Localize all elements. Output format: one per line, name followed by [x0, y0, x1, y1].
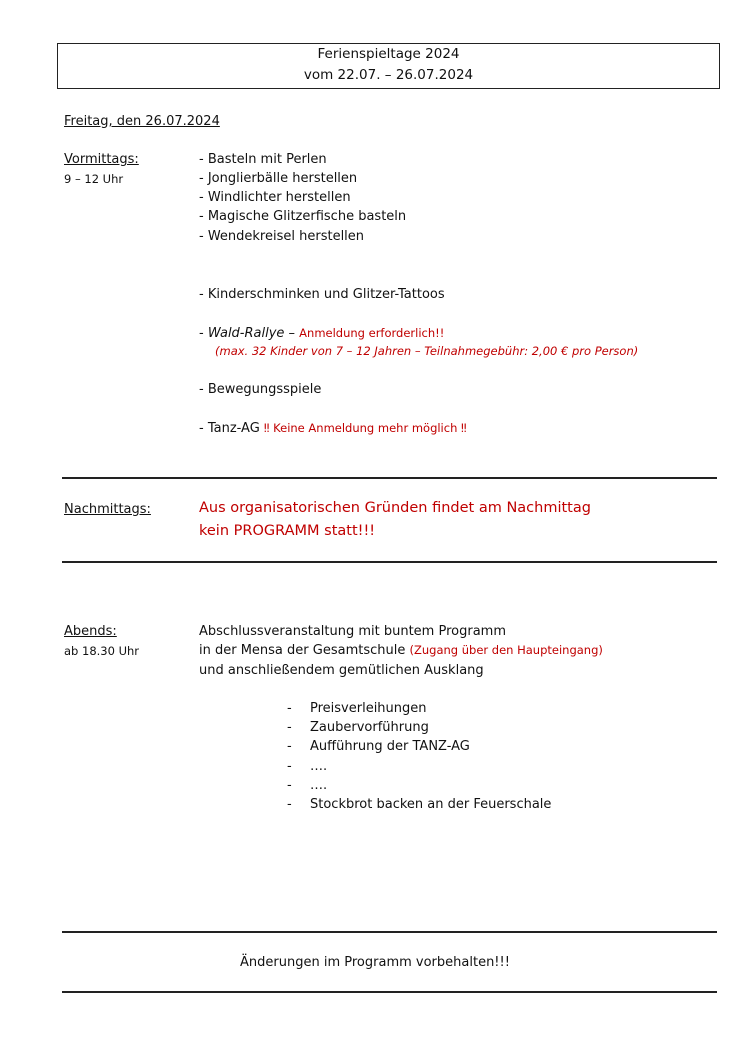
- evening-time: ab 18.30 Uhr: [64, 644, 140, 658]
- evening-location: in der Mensa der Gesamtschule: [199, 643, 410, 658]
- rally-detail: (max. 32 Kinder von 7 – 12 Jahren – Teilnahmegebühr: 2,00 € pro Person): [215, 344, 639, 358]
- games-activity: - Bewegungsspiele: [199, 382, 322, 397]
- evening-line2: [199, 643, 603, 658]
- entrance-note: (Zugang über den Haupteingang): [409, 643, 603, 657]
- divider: [62, 931, 717, 933]
- rally-name: Wald-Rallye: [207, 326, 285, 341]
- rally-prefix: -: [199, 326, 208, 341]
- title-box: [57, 43, 720, 89]
- day-heading: Freitag, den 26.07.2024: [64, 114, 220, 129]
- morning-activity: - Basteln mit Perlen: [199, 152, 327, 167]
- morning-activity: - Windlichter herstellen: [199, 190, 351, 205]
- program-item: ….: [310, 759, 328, 774]
- program-item-bullet: -: [287, 797, 292, 812]
- evening-line1: Abschlussveranstaltung mit buntem Programm: [199, 624, 506, 639]
- rally-line: [199, 326, 444, 341]
- face-paint-activity: - Kinderschminken und Glitzer-Tattoos: [199, 287, 445, 302]
- dance-line: [199, 421, 467, 436]
- afternoon-label: Nachmittags:: [64, 502, 151, 517]
- page-title: Ferienspieltage 2024: [317, 46, 460, 62]
- program-item: Aufführung der TANZ-AG: [310, 739, 470, 754]
- morning-activity: - Jonglierbälle herstellen: [199, 171, 358, 186]
- dance-note: ‼ Keine Anmeldung mehr möglich ‼: [263, 421, 467, 435]
- date-range: vom 22.07. – 26.07.2024: [303, 67, 474, 83]
- rally-dash: –: [284, 326, 300, 341]
- afternoon-notice-line2: kein PROGRAMM statt!!!: [199, 523, 376, 539]
- program-item: Preisverleihungen: [310, 701, 427, 716]
- footer-note: Änderungen im Programm vorbehalten!!!: [240, 955, 510, 970]
- program-item: Stockbrot backen an der Feuerschale: [310, 797, 552, 812]
- program-item-bullet: -: [287, 778, 292, 793]
- dance-activity: - Tanz-AG: [199, 421, 264, 436]
- program-item: Zaubervorführung: [310, 720, 429, 735]
- divider: [62, 561, 717, 563]
- morning-activity: - Magische Glitzerfische basteln: [199, 209, 407, 224]
- rally-note: Anmeldung erforderlich!!: [299, 326, 445, 340]
- program-item-bullet: -: [287, 739, 292, 754]
- program-item-bullet: -: [287, 720, 292, 735]
- program-item-bullet: -: [287, 701, 292, 716]
- afternoon-notice-line1: Aus organisatorischen Gründen findet am Nachmittag: [199, 500, 591, 516]
- divider: [62, 477, 717, 479]
- evening-label: Abends:: [64, 624, 117, 639]
- evening-line3: und anschließendem gemütlichen Ausklang: [199, 663, 484, 678]
- program-item: ….: [310, 778, 328, 793]
- divider: [62, 991, 717, 993]
- program-item-bullet: -: [287, 759, 292, 774]
- morning-label: Vormittags:: [64, 152, 139, 167]
- morning-activity: - Wendekreisel herstellen: [199, 229, 365, 244]
- morning-time: 9 – 12 Uhr: [64, 172, 124, 186]
